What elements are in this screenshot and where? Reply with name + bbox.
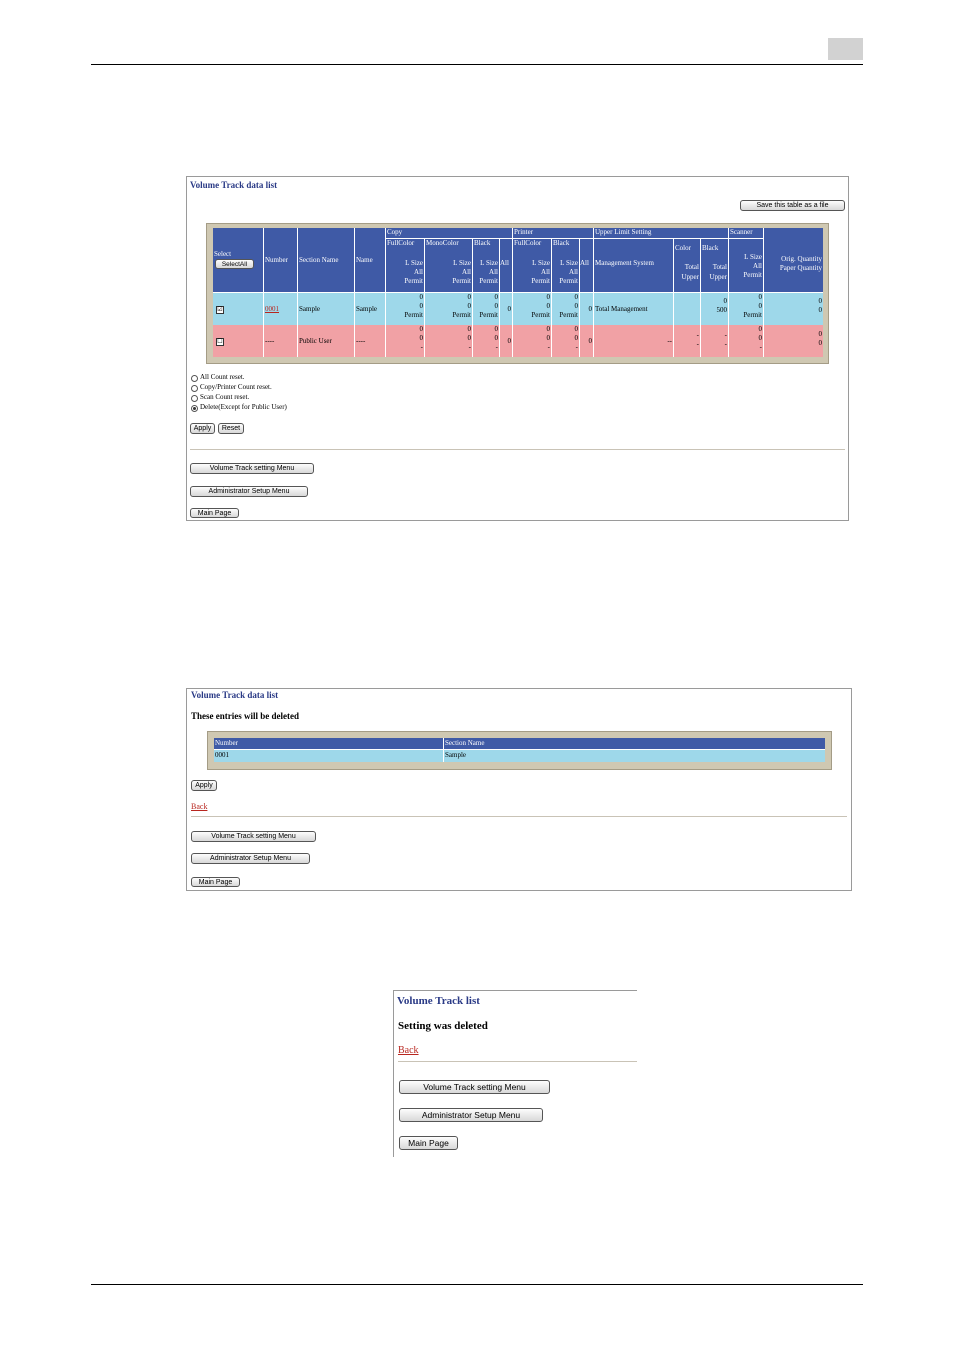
header-rule	[91, 64, 863, 65]
volume-track-menu-button[interactable]: Volume Track setting Menu	[191, 831, 316, 842]
row-1-printer-all: 0	[580, 293, 594, 325]
row-1-number-link[interactable]: 0001	[265, 305, 279, 313]
col-management-system: Management System	[594, 239, 674, 293]
col-printer-fullcolor: FullColor L Size All Permit	[513, 239, 552, 293]
group-upper-limit: Upper Limit Setting	[594, 228, 729, 239]
radio-scan-count-reset[interactable]	[191, 395, 198, 402]
save-table-button[interactable]: Save this table as a file	[740, 200, 845, 211]
row-2-section: Public User	[299, 337, 332, 345]
screen3-top-border	[393, 990, 637, 991]
row-1-printer-black: 0 0 Permit	[552, 293, 580, 325]
row-2-orig-paper: 0 0	[764, 325, 823, 357]
row-1-checkbox[interactable]: ☑	[217, 307, 223, 313]
col-number: Number	[214, 738, 444, 750]
volume-track-table	[206, 223, 829, 364]
apply-button[interactable]: Apply	[191, 780, 217, 791]
deleted-notice: Setting was deleted	[398, 1020, 488, 1032]
row-2-upper-color: - -	[674, 325, 701, 357]
option-all-count-reset: All Count reset.	[200, 373, 245, 381]
page-title: Volume Track data list	[190, 180, 278, 190]
row-1-printer-fullcolor: 0 0 Permit	[513, 293, 552, 325]
col-number: Number	[264, 228, 298, 293]
screenshot-volume-track-list	[186, 176, 849, 521]
row-1-management: Total Management	[595, 305, 648, 313]
col-printer-black: Black L Size All Permit	[552, 239, 580, 293]
screen3-left-border	[393, 990, 394, 1157]
admin-setup-menu-button[interactable]: Administrator Setup Menu	[191, 853, 310, 864]
option-scan-count-reset: Scan Count reset.	[200, 393, 250, 401]
col-section-name: Section Name	[444, 738, 825, 750]
main-page-button[interactable]: Main Page	[191, 877, 240, 887]
radio-all-count-reset[interactable]	[191, 375, 198, 382]
col-name: Name	[355, 228, 386, 293]
row-2-checkbox[interactable]: ☐	[217, 339, 223, 345]
row-1-name: Sample	[356, 305, 377, 313]
row-1-copy-black: 0 0 Permit	[473, 293, 500, 325]
page-number-box	[828, 38, 863, 60]
select-label: Select	[214, 250, 232, 258]
col-orig-paper: Orig. Quantity Paper Quantity	[764, 228, 823, 293]
row-2-copy-black: 0 0 -	[473, 325, 500, 357]
back-link[interactable]: Back	[398, 1045, 419, 1056]
row-2-printer-fullcolor: 0 0 -	[513, 325, 552, 357]
row-1-upper-color	[674, 293, 701, 325]
row-2-copy-monocolor: 0 0 -	[425, 325, 473, 357]
apply-button[interactable]: Apply	[190, 423, 215, 434]
radio-copy-printer-reset[interactable]	[191, 385, 198, 392]
row-number: 0001	[214, 750, 444, 762]
row-2-copy-fullcolor: 0 0 -	[386, 325, 425, 357]
row-2-management: --	[594, 325, 674, 357]
divider	[398, 1061, 637, 1062]
row-1-copy-fullcolor: 0 0 Permit	[386, 293, 425, 325]
row-2-printer-black: 0 0 -	[552, 325, 580, 357]
row-1-scanner: 0 0 Permit	[729, 293, 764, 325]
col-upper-black: Black Total Upper	[701, 239, 729, 293]
main-page-button[interactable]: Main Page	[399, 1136, 458, 1150]
group-scanner: Scanner	[729, 228, 764, 239]
row-1-copy-all: 0	[500, 293, 513, 325]
col-copy-all: All	[500, 239, 513, 293]
row-2-scanner: 0 0 -	[729, 325, 764, 357]
back-link[interactable]: Back	[191, 802, 208, 811]
divider	[191, 816, 847, 817]
admin-setup-menu-button[interactable]: Administrator Setup Menu	[190, 486, 308, 497]
col-section-name: Section Name	[298, 228, 355, 293]
row-1-orig-paper: 0 0	[764, 293, 823, 325]
table-row-1-select	[213, 293, 264, 325]
select-all-button[interactable]: SelectAll	[215, 259, 254, 269]
row-2-printer-all: 0	[580, 325, 594, 357]
footer-rule	[91, 1284, 863, 1285]
page-title: Volume Track data list	[191, 690, 279, 700]
delete-entries-table	[207, 731, 832, 770]
radio-delete[interactable]	[191, 405, 198, 412]
screenshot-delete-confirm	[186, 688, 852, 891]
col-copy-black: Black L Size All Permit	[473, 239, 500, 293]
reset-button[interactable]: Reset	[218, 423, 244, 434]
row-1-section: Sample	[299, 305, 320, 313]
col-upper-color: Color Total Upper	[674, 239, 701, 293]
admin-setup-menu-button[interactable]: Administrator Setup Menu	[399, 1108, 543, 1122]
group-copy: Copy	[386, 228, 513, 239]
row-1-copy-monocolor: 0 0 Permit	[425, 293, 473, 325]
row-2-upper-black: - -	[701, 325, 729, 357]
col-scanner-lsize: L Size All Permit	[729, 239, 764, 293]
option-copy-printer-reset: Copy/Printer Count reset.	[200, 383, 272, 391]
row-section-name: Sample	[444, 750, 825, 762]
group-printer: Printer	[513, 228, 594, 239]
row-2-number: ----	[265, 337, 275, 345]
col-copy-monocolor: MonoColor L Size All Permit	[425, 239, 473, 293]
option-delete: Delete(Except for Public User)	[200, 403, 287, 411]
main-page-button[interactable]: Main Page	[190, 508, 239, 518]
table-row-2-select	[213, 325, 264, 357]
divider	[190, 449, 845, 450]
volume-track-menu-button[interactable]: Volume Track setting Menu	[190, 463, 314, 474]
delete-notice: These entries will be deleted	[191, 711, 299, 721]
col-copy-fullcolor: FullColor L Size All Permit	[386, 239, 425, 293]
row-2-copy-all: 0	[500, 325, 513, 357]
row-2-name: ----	[356, 337, 366, 345]
row-1-upper-black: 0 500	[701, 293, 729, 325]
col-printer-all: All	[580, 239, 594, 293]
page-title: Volume Track list	[397, 995, 480, 1007]
volume-track-menu-button[interactable]: Volume Track setting Menu	[399, 1080, 550, 1094]
